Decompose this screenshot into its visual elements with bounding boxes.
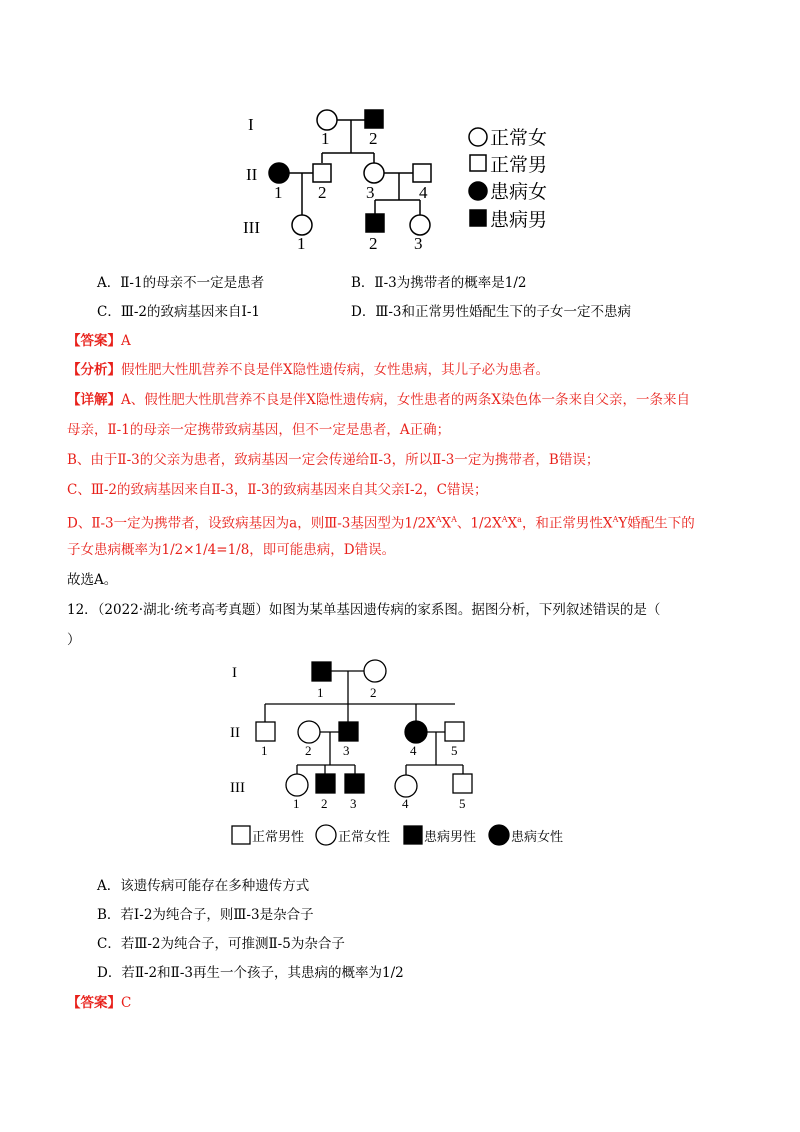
q11-detail-line-4: C、Ⅲ-2的致病基因来自Ⅱ-3，Ⅱ-3的致病基因来自其父亲Ⅰ-2，C错误； <box>67 482 488 498</box>
pedigree2-II3-affected-male <box>339 722 358 741</box>
answer-tag: 【答案】 <box>67 995 121 1011</box>
q11-option-a: A．Ⅱ-1的母亲不一定是患者 <box>97 275 265 291</box>
pedigree2-I2-normal-female <box>364 660 386 682</box>
pedigree2-num: 2 <box>321 796 328 811</box>
q12-option-d: D．若Ⅱ-2和Ⅱ-3再生一个孩子，其患病的概率为1/2 <box>97 965 404 981</box>
pedigree2-num: 4 <box>410 743 417 758</box>
pedigree1-num: 2 <box>369 234 378 253</box>
legend2-label: 患病男性 <box>424 829 477 844</box>
pedigree1-I1-normal-female <box>317 110 337 130</box>
pedigree2-II5-normal-male <box>445 722 464 741</box>
pedigree1-III2-affected-male <box>366 214 384 232</box>
q11-option-c: C．Ⅲ-2的致病基因来自Ⅰ-1 <box>97 304 260 320</box>
pedigree1-I2-affected-male <box>365 110 383 128</box>
legend2-normal-female-icon <box>316 825 336 845</box>
pedigree2-III3-affected-male <box>345 774 364 793</box>
q11-option-b: B．Ⅱ-3为携带者的概率是1/2 <box>351 275 527 291</box>
q12-option-a: A．该遗传病可能存在多种遗传方式 <box>97 878 310 894</box>
pedigree1-num: 2 <box>369 129 378 148</box>
legend1-affected-male-icon <box>470 210 486 226</box>
pedigree2-num: 5 <box>459 796 466 811</box>
pedigree1-II4-normal-male <box>413 164 431 182</box>
q11-detail-line-1 <box>67 390 690 410</box>
pedigree1-II2-normal-male <box>313 164 331 182</box>
pedigree2-I1-affected-male <box>312 662 331 681</box>
legend1-affected-female-icon <box>469 182 487 200</box>
pedigree2-num: 4 <box>402 796 409 811</box>
legend2-affected-male-icon <box>404 826 422 844</box>
pedigree1-num: 1 <box>297 234 306 253</box>
legend2-label: 正常女性 <box>338 829 391 844</box>
pedigree2-num: 1 <box>317 685 324 700</box>
pedigree2-num: 3 <box>350 796 357 811</box>
q12-option-c: C．若Ⅲ-2为纯合子，可推测Ⅱ-5为杂合子 <box>97 936 345 952</box>
pedigree1-num: 4 <box>419 183 428 202</box>
legend2-normal-male-icon <box>232 826 250 844</box>
detail-tag: 【详解】 <box>67 392 121 408</box>
pedigree1-gen-label-I: I <box>248 115 254 134</box>
text: 、1/2X <box>456 515 502 532</box>
pedigree2-gen-label-III: III <box>230 780 245 796</box>
pedigree1-num: 3 <box>366 183 375 202</box>
superscript: A <box>501 515 508 524</box>
q11-detail-line-5 <box>67 510 695 534</box>
answer-value: A <box>121 333 131 349</box>
text: X <box>507 515 518 532</box>
legend1-label: 患病女 <box>490 182 548 203</box>
pedigree2-num: 5 <box>451 743 458 758</box>
answer-value: C <box>121 995 132 1011</box>
text: ，和正常男性X <box>521 515 613 532</box>
legend2-affected-female-icon <box>489 825 509 845</box>
legend1-label: 正常女 <box>490 128 548 149</box>
q11-analysis <box>67 360 549 380</box>
pedigree2-II4-affected-female <box>405 721 427 743</box>
legend2-label: 患病女性 <box>511 829 564 844</box>
pedigree2-III2-affected-male <box>316 774 335 793</box>
q11-option-d: D．Ⅲ-3和正常男性婚配生下的子女一定不患病 <box>351 304 631 320</box>
pedigree2-num: 3 <box>343 743 350 758</box>
pedigree2-III5-normal-male <box>453 774 472 793</box>
pedigree1-gen-label-III: III <box>243 218 260 237</box>
legend1-normal-male-icon <box>470 155 486 171</box>
pedigree2-gen-label-II: II <box>230 725 240 741</box>
superscript: A <box>612 515 619 524</box>
q11-detail-line-6: 子女患病概率为1/2×1/4=1/8，即可能患病，D错误。 <box>67 542 396 558</box>
pedigree1-num: 3 <box>414 234 423 253</box>
pedigree1-num: 1 <box>274 183 283 202</box>
q11-detail-line-2: 母亲，Ⅱ-1的母亲一定携带致病基因，但不一定是患者，A正确； <box>67 422 451 438</box>
legend1-normal-female-icon <box>469 128 487 146</box>
analysis-tag: 【分析】 <box>67 362 121 378</box>
answer-tag: 【答案】 <box>67 333 121 349</box>
pedigree2-num: 2 <box>370 685 377 700</box>
pedigree2-num: 2 <box>305 743 312 758</box>
detail-text: A、假性肥大性肌营养不良是伴X隐性遗传病，女性患者的两条X染色体一条来自父亲，一条来自 <box>121 392 690 408</box>
pedigree2-II2-normal-female <box>298 721 320 743</box>
q12-option-b: B．若Ⅰ-2为纯合子，则Ⅲ-3是杂合子 <box>97 907 314 923</box>
legend2-label: 正常男性 <box>252 829 305 844</box>
legend1-label: 正常男 <box>490 155 548 176</box>
pedigree1-III1-normal-female <box>292 215 312 235</box>
pedigree2-num: 1 <box>261 743 268 758</box>
pedigree2-III1-normal-female <box>286 774 308 796</box>
legend1-label: 患病男 <box>490 210 548 231</box>
pedigree1-num: 1 <box>321 129 330 148</box>
q11-answer <box>67 331 131 351</box>
text: Y婚配生下的 <box>618 515 695 532</box>
text: X <box>441 515 452 532</box>
superscript: A <box>435 515 442 524</box>
q12-stem-line-2: ） <box>67 632 81 648</box>
pedigree1-III3-normal-female <box>410 215 430 235</box>
pedigree1-II1-affected-female <box>269 163 289 183</box>
pedigree2-gen-label-I: I <box>232 665 237 681</box>
pedigree-chart-2 <box>0 655 800 865</box>
superscript: a <box>517 515 522 524</box>
pedigree2-II1-normal-male <box>256 722 275 741</box>
pedigree2-num: 1 <box>293 796 300 811</box>
q11-conclusion: 故选A。 <box>67 572 118 588</box>
superscript: A <box>451 515 457 524</box>
analysis-text: 假性肥大性肌营养不良是伴X隐性遗传病，女性患病，其儿子必为患者。 <box>121 362 550 378</box>
pedigree1-num: 2 <box>318 183 327 202</box>
text: D、Ⅱ-3一定为携带者，设致病基因为a，则Ⅲ-3基因型为1/2X <box>67 515 436 532</box>
pedigree1-II3-normal-female <box>364 163 384 183</box>
q12-stem-line-1: 12．（2022·湖北·统考高考真题）如图为某单基因遗传病的家系图。据图分析，下列叙述错误的是（ <box>67 602 661 618</box>
q11-detail-line-3: B、由于Ⅱ-3的父亲为患者，致病基因一定会传递给Ⅱ-3，所以Ⅱ-3一定为携带者，B错误； <box>67 452 600 468</box>
q12-answer <box>67 993 131 1013</box>
pedigree1-gen-label-II: II <box>246 165 258 184</box>
pedigree2-III4-normal-female <box>395 775 417 797</box>
